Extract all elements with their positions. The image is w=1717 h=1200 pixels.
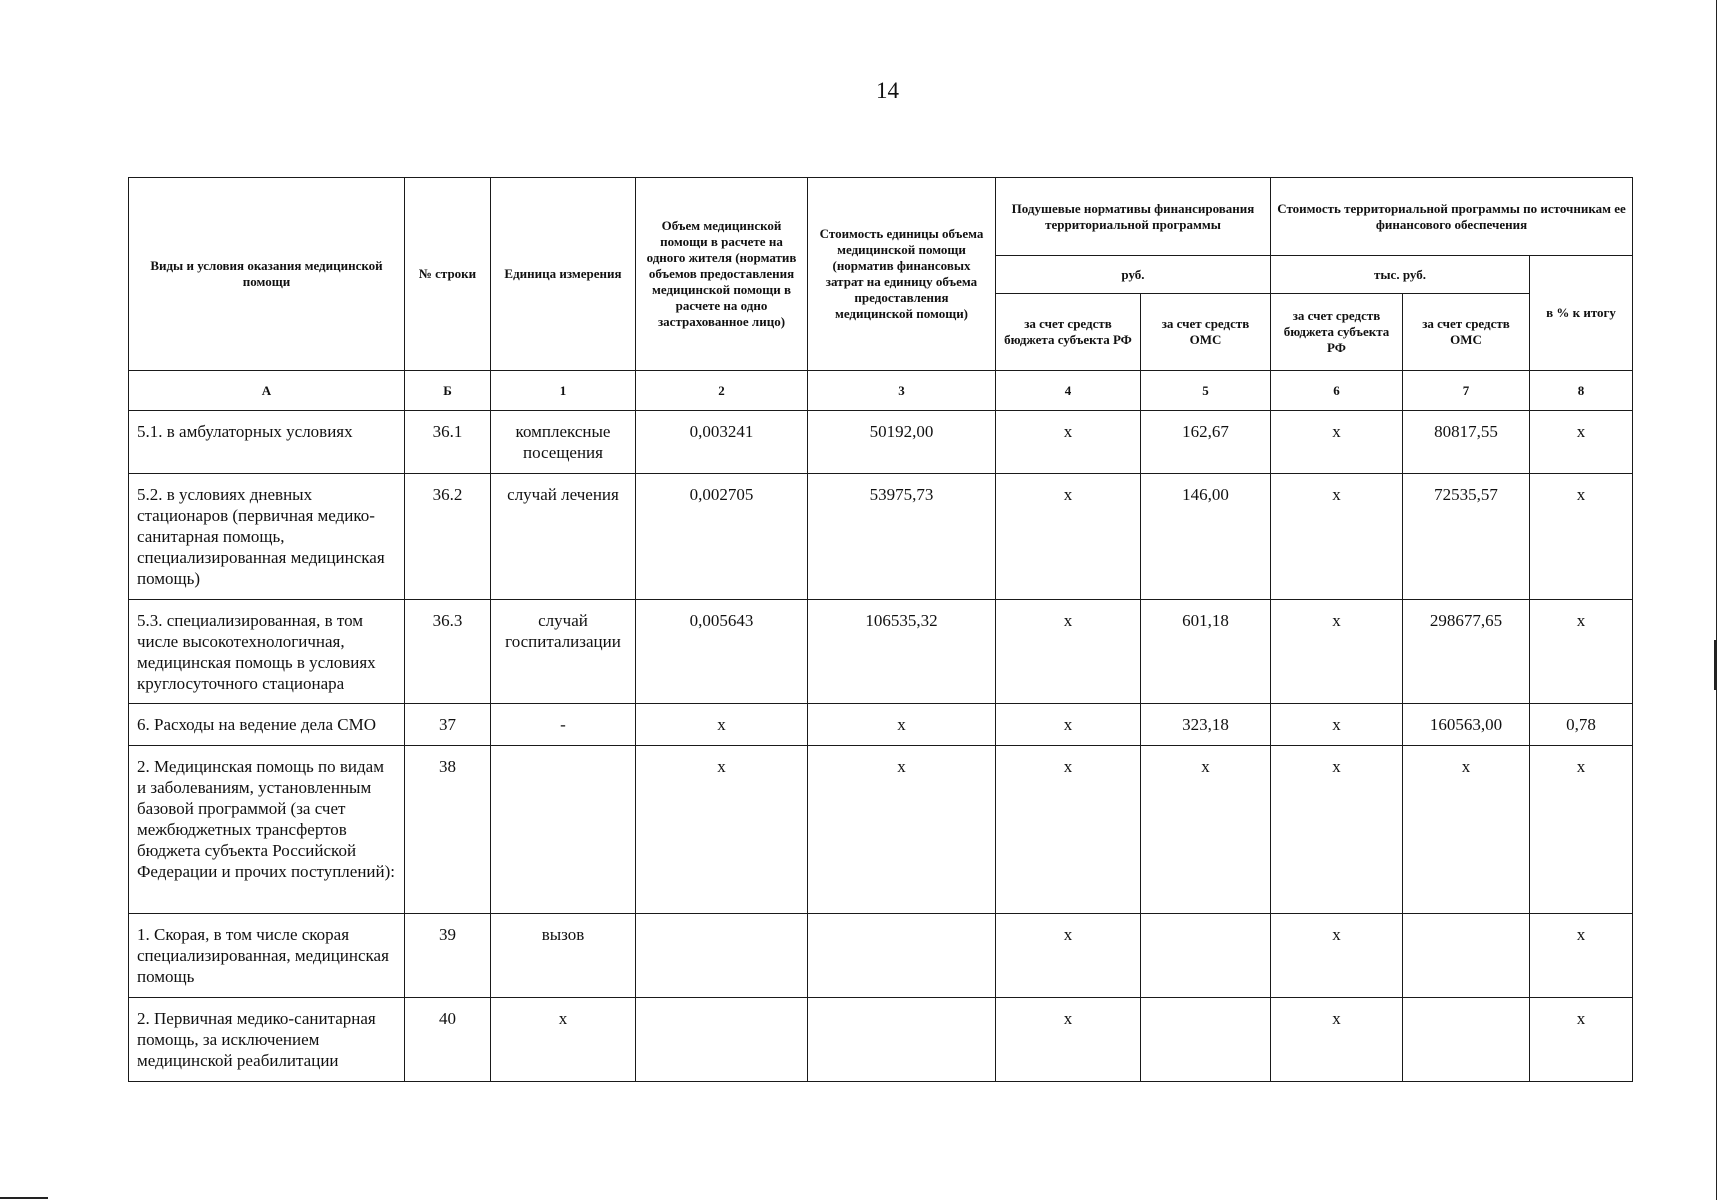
column-number: Б [405,371,491,411]
table-row [129,704,1633,746]
row-budget-thousand: х [1271,600,1403,704]
table-row [129,914,1633,998]
header-budget-rf-cost: за счет средств бюджета субъекта РФ [1271,294,1403,371]
column-number: 3 [808,371,996,411]
header-unit-thousand-rub: тыс. руб. [1271,256,1530,294]
row-budget-rub: х [996,746,1141,914]
row-unit: комплексные посещения [491,411,636,474]
row-oms-rub: 323,18 [1141,704,1271,746]
column-number: 1 [491,371,636,411]
row-unit-cost: 53975,73 [808,474,996,600]
row-line: 37 [405,704,491,746]
row-budget-rub: х [996,474,1141,600]
row-line: 39 [405,914,491,998]
row-unit: - [491,704,636,746]
row-unit-cost: 106535,32 [808,600,996,704]
row-unit: вызов [491,914,636,998]
table-row [129,474,1633,600]
row-oms-rub: 601,18 [1141,600,1271,704]
column-number: 4 [996,371,1141,411]
row-name: 6. Расходы на ведение дела СМО [129,704,405,746]
row-name: 2. Медицинская помощь по видам и заболеваниям, установленным базовой программой (за счет межбюджетных трансфертов бюджета субъекта Российской Федерации и прочих поступлений): [129,746,405,914]
header-volume: Объем медицинской помощи в расчете на одного жителя (норматив объемов предоставления медицинской помощи в расчете на одно застрахованное лицо) [636,178,808,371]
header-unit-rub: руб. [996,256,1271,294]
column-number: 2 [636,371,808,411]
row-budget-thousand: х [1271,474,1403,600]
row-oms-rub [1141,914,1271,998]
row-name: 5.2. в условиях дневных стационаров (первичная медико-санитарная помощь, специализированная медицинская помощь) [129,474,405,600]
row-unit-cost [808,998,996,1082]
row-percent: х [1530,411,1633,474]
table-row [129,600,1633,704]
table-row [129,411,1633,474]
row-unit-cost: х [808,746,996,914]
row-percent: х [1530,600,1633,704]
row-oms-thousand: 298677,65 [1403,600,1530,704]
row-oms-thousand [1403,914,1530,998]
header-kinds: Виды и условия оказания медицинской помощи [129,178,405,371]
row-unit: х [491,998,636,1082]
row-line: 38 [405,746,491,914]
table-row [129,998,1633,1082]
row-unit-cost [808,914,996,998]
column-number-row [129,371,1633,411]
column-number: 5 [1141,371,1271,411]
row-name: 1. Скорая, в том числе скорая специализированная, медицинская помощь [129,914,405,998]
row-percent: х [1530,474,1633,600]
table-row [129,746,1633,914]
row-name: 5.3. специализированная, в том числе высокотехнологичная, медицинская помощь в условиях круглосуточного стационара [129,600,405,704]
row-oms-rub: 162,67 [1141,411,1271,474]
row-budget-rub: х [996,411,1141,474]
row-budget-thousand: х [1271,411,1403,474]
scan-edge-line [1714,640,1716,690]
column-number: 7 [1403,371,1530,411]
row-budget-thousand: х [1271,914,1403,998]
row-name: 5.1. в амбулаторных условиях [129,411,405,474]
row-unit: случай госпитализации [491,600,636,704]
row-percent: 0,78 [1530,704,1633,746]
row-name: 2. Первичная медико-санитарная помощь, за исключением медицинской реабилитации [129,998,405,1082]
row-volume: х [636,704,808,746]
header-row-1 [129,178,1633,256]
header-oms: за счет средств ОМС [1141,294,1271,371]
financing-table [128,177,1633,1082]
header-budget-rf: за счет средств бюджета субъекта РФ [996,294,1141,371]
header-unit-cost: Стоимость единицы объема медицинской помощи (норматив финансовых затрат на единицу объема предоставления медицинской помощи) [808,178,996,371]
row-line: 36.1 [405,411,491,474]
column-number: 6 [1271,371,1403,411]
row-percent: х [1530,914,1633,998]
row-unit-cost: 50192,00 [808,411,996,474]
row-budget-rub: х [996,600,1141,704]
row-budget-rub: х [996,704,1141,746]
row-oms-rub [1141,998,1271,1082]
row-oms-thousand: 80817,55 [1403,411,1530,474]
scan-edge-line [0,1197,48,1199]
row-volume: 0,002705 [636,474,808,600]
row-oms-rub: 146,00 [1141,474,1271,600]
row-budget-rub: х [996,998,1141,1082]
page-number: 14 [876,78,899,103]
row-unit-cost: х [808,704,996,746]
row-oms-thousand [1403,998,1530,1082]
row-volume: 0,005643 [636,600,808,704]
column-number: 8 [1530,371,1633,411]
row-percent: х [1530,746,1633,914]
row-oms-rub: х [1141,746,1271,914]
row-unit: случай лечения [491,474,636,600]
row-line: 36.3 [405,600,491,704]
row-volume: х [636,746,808,914]
row-budget-thousand: х [1271,704,1403,746]
row-budget-rub: х [996,914,1141,998]
row-line: 36.2 [405,474,491,600]
row-budget-thousand: х [1271,746,1403,914]
row-volume: 0,003241 [636,411,808,474]
row-oms-thousand: 160563,00 [1403,704,1530,746]
header-oms-cost: за счет средств ОМС [1403,294,1530,371]
row-volume [636,914,808,998]
row-unit [491,746,636,914]
row-line: 40 [405,998,491,1082]
header-line-number: № строки [405,178,491,371]
header-percent-total: в % к итогу [1530,256,1633,371]
column-number: А [129,371,405,411]
header-unit: Единица измерения [491,178,636,371]
row-oms-thousand: х [1403,746,1530,914]
row-percent: х [1530,998,1633,1082]
row-volume [636,998,808,1082]
row-oms-thousand: 72535,57 [1403,474,1530,600]
header-program-cost-group: Стоимость территориальной программы по источникам ее финансового обеспечения [1271,178,1633,256]
header-per-capita-group: Подушевые нормативы финансирования территориальной программы [996,178,1271,256]
row-budget-thousand: х [1271,998,1403,1082]
